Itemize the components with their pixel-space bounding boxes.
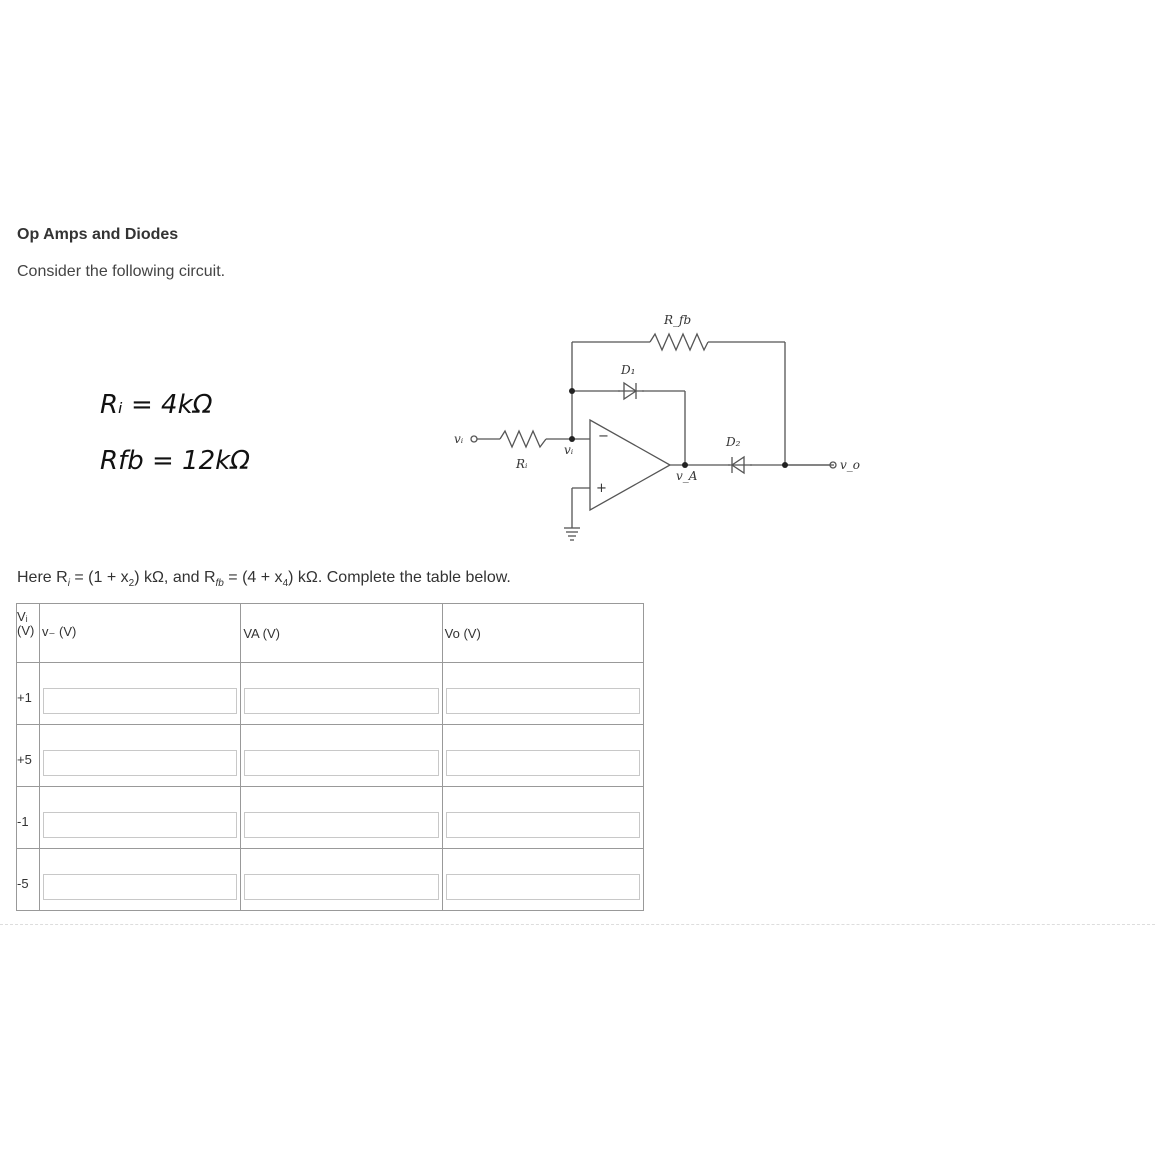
- header-v-minus: v₋ (V): [42, 624, 77, 639]
- header-vo: Vo (V): [444, 626, 481, 641]
- answer-table: [16, 603, 644, 911]
- divider: [0, 924, 1155, 926]
- circuit-diagram: [440, 300, 860, 550]
- va-input[interactable]: [244, 812, 438, 838]
- vo-input[interactable]: [446, 812, 640, 838]
- d2-diode: [728, 457, 752, 473]
- va-input[interactable]: [244, 688, 438, 714]
- vi-terminal: [471, 436, 477, 442]
- vi-node-label: vᵢ: [564, 443, 574, 457]
- plus-label: +: [596, 481, 607, 496]
- page-title: Op Amps and Diodes: [17, 226, 179, 243]
- vo-input[interactable]: [446, 750, 640, 776]
- row-vi-label: +5: [17, 752, 32, 767]
- v-minus-input[interactable]: [43, 874, 237, 900]
- minus-label: −: [598, 429, 609, 444]
- header-vi: Vᵢ (V): [17, 604, 40, 663]
- d1-label: D₁: [621, 363, 636, 377]
- d2-label: D₂: [726, 435, 741, 449]
- vo-input[interactable]: [446, 688, 640, 714]
- ri-resistor: [500, 431, 546, 447]
- vi-label: vᵢ: [454, 432, 464, 446]
- handwritten-notes: [95, 385, 315, 495]
- va-input[interactable]: [244, 874, 438, 900]
- v-minus-input[interactable]: [43, 688, 237, 714]
- table-row: [17, 849, 644, 911]
- table-row: [17, 725, 644, 787]
- instruction-text: Here $R_i = (1 + x_2)$ kΩ, and $R_{fb} = (4 + x_4)$ kΩ. Complete the table below.: [17, 569, 511, 590]
- v-minus-input[interactable]: [43, 812, 237, 838]
- vo-label: v_o: [840, 458, 860, 472]
- v-minus-input[interactable]: [43, 750, 237, 776]
- va-input[interactable]: [244, 750, 438, 776]
- vo-input[interactable]: [446, 874, 640, 900]
- note-ri: Rᵢ = 4kΩ: [100, 390, 213, 420]
- table-row: [17, 787, 644, 849]
- va-label: v_A: [676, 469, 698, 483]
- header-va: VA (V): [243, 626, 280, 641]
- table-row: [17, 663, 644, 725]
- table-header-row: [17, 604, 644, 663]
- intro-text: Consider the following circuit.: [17, 263, 226, 280]
- row-vi-label: +1: [17, 690, 32, 705]
- row-vi-label: -5: [17, 876, 29, 891]
- ground-symbol: [564, 528, 580, 540]
- note-rfb: Rfb = 12kΩ: [100, 446, 251, 476]
- row-vi-label: -1: [17, 814, 29, 829]
- ri-label: Rᵢ: [516, 457, 528, 471]
- rfb-label: R_fb: [664, 313, 692, 327]
